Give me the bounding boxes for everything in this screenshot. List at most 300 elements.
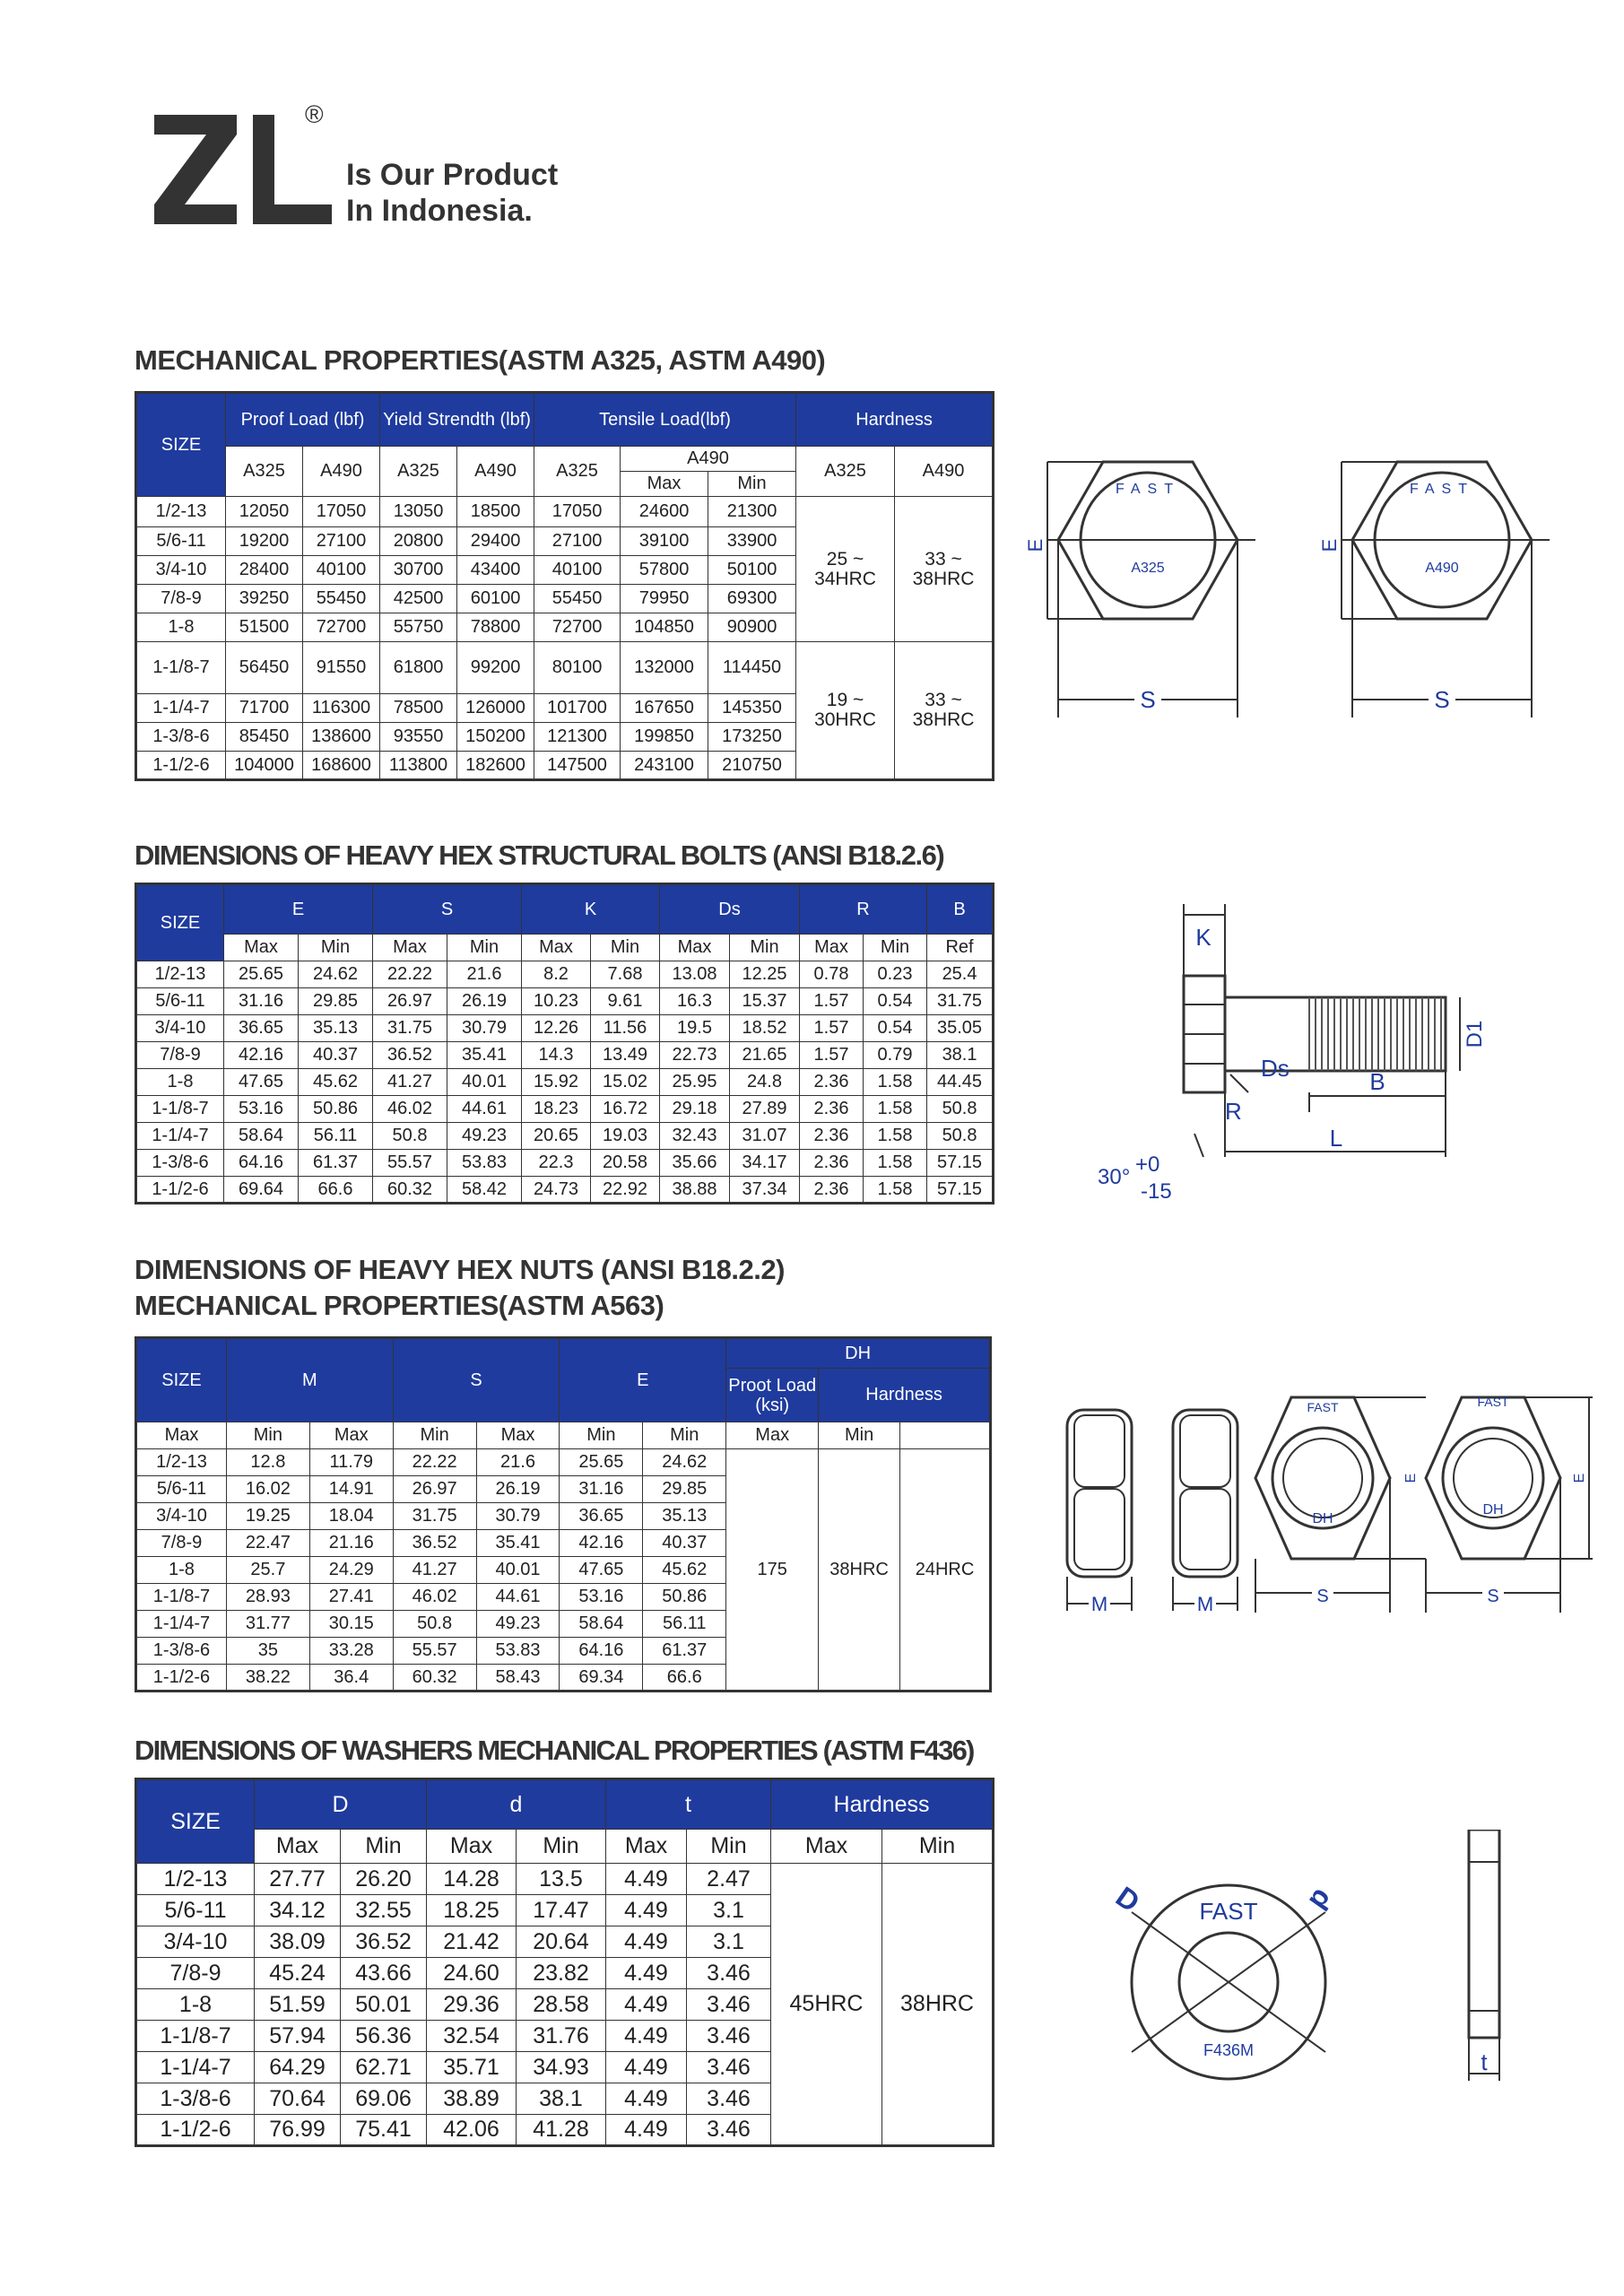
table-cell: 78500 bbox=[380, 694, 457, 723]
value-cell: 31.07 bbox=[730, 1123, 800, 1150]
value-cell: 31.16 bbox=[560, 1476, 643, 1503]
zl-logo bbox=[154, 115, 332, 224]
table-cell: Max bbox=[660, 935, 730, 961]
nut-diagram bbox=[1058, 1388, 1596, 1622]
table-cell: 182600 bbox=[457, 752, 534, 780]
size-cell: 1-8 bbox=[136, 1557, 227, 1584]
value-cell: 70.64 bbox=[255, 2083, 341, 2115]
label-tol-plus: +0 bbox=[1135, 1152, 1160, 1177]
table-cell: Min bbox=[517, 1830, 606, 1864]
value-cell: 53.83 bbox=[476, 1638, 560, 1665]
header-hardness: Hardness bbox=[771, 1779, 994, 1830]
bolt-head-a325-diagram bbox=[1022, 448, 1273, 735]
label-tol-minus: -15 bbox=[1141, 1179, 1172, 1204]
label-e: E bbox=[1403, 1473, 1419, 1483]
value-cell: 60.32 bbox=[373, 1177, 447, 1204]
value-cell: 1.58 bbox=[864, 1150, 927, 1177]
hardness-min-merged: 38HRC bbox=[882, 1864, 994, 2146]
value-cell: 16.3 bbox=[660, 988, 730, 1015]
label-l: L bbox=[1329, 1125, 1343, 1152]
value-cell: 29.36 bbox=[427, 1989, 517, 2021]
header-d-outer: D bbox=[255, 1779, 427, 1830]
value-cell: 11.79 bbox=[309, 1449, 393, 1476]
value-cell: 40.01 bbox=[447, 1069, 522, 1096]
size-cell: 1-8 bbox=[136, 1989, 255, 2021]
value-cell: 31.77 bbox=[226, 1611, 309, 1638]
size-cell: 1-1/2-6 bbox=[136, 1177, 224, 1204]
value-cell: 3.46 bbox=[687, 2052, 771, 2083]
value-cell: 0.54 bbox=[864, 988, 927, 1015]
size-cell: 1-3/8-6 bbox=[136, 1150, 224, 1177]
table-cell: 39100 bbox=[621, 527, 708, 556]
header-s: S bbox=[373, 884, 522, 935]
table-cell: Max bbox=[309, 1422, 393, 1449]
header-hardness: Hardness bbox=[796, 393, 994, 447]
hardness-a325-group2: 19 ~ 30HRC bbox=[796, 642, 895, 780]
size-cell: 7/8-9 bbox=[136, 1042, 224, 1069]
hardness-a490-group2: 33 ~ 38HRC bbox=[895, 642, 994, 780]
table-cell: Min bbox=[447, 935, 522, 961]
table-row bbox=[136, 1449, 991, 1476]
table-cell: 104000 bbox=[226, 752, 303, 780]
label-m: M bbox=[1090, 1593, 1108, 1615]
label-s: S bbox=[1140, 686, 1156, 713]
value-cell: 4.49 bbox=[606, 2115, 687, 2146]
hardness-max-merged: 38HRC bbox=[819, 1449, 900, 1692]
value-cell: 36.65 bbox=[560, 1503, 643, 1530]
size-cell: 5/6-11 bbox=[136, 988, 224, 1015]
value-cell: 64.16 bbox=[224, 1150, 299, 1177]
table-cell: 71700 bbox=[226, 694, 303, 723]
value-cell: 9.61 bbox=[591, 988, 660, 1015]
value-cell: 18.25 bbox=[427, 1895, 517, 1926]
table-cell: Min bbox=[341, 1830, 427, 1864]
value-cell: 22.22 bbox=[393, 1449, 476, 1476]
value-cell: 3.46 bbox=[687, 2083, 771, 2115]
table-cell: 72700 bbox=[303, 613, 380, 642]
value-cell: 40.37 bbox=[643, 1530, 726, 1557]
header-t: t bbox=[606, 1779, 771, 1830]
value-cell: 32.43 bbox=[660, 1123, 730, 1150]
header-d-inner: d bbox=[427, 1779, 606, 1830]
value-cell: 4.49 bbox=[606, 1864, 687, 1895]
table-cell: 17050 bbox=[303, 497, 380, 527]
value-cell: 10.23 bbox=[522, 988, 591, 1015]
fast-arc-text: FAST bbox=[1115, 482, 1181, 497]
header-size: SIZE bbox=[136, 1779, 255, 1864]
value-cell: 45.62 bbox=[299, 1069, 373, 1096]
value-cell: 20.64 bbox=[517, 1926, 606, 1958]
value-cell: 22.47 bbox=[226, 1530, 309, 1557]
value-cell: 1.58 bbox=[864, 1096, 927, 1123]
value-cell: 38.1 bbox=[927, 1042, 994, 1069]
value-cell: 34.17 bbox=[730, 1150, 800, 1177]
value-cell: 26.19 bbox=[476, 1476, 560, 1503]
header-e: E bbox=[560, 1338, 726, 1422]
header-tensile: Tensile Load(lbf) bbox=[534, 393, 796, 447]
value-cell: 28.93 bbox=[226, 1584, 309, 1611]
hardness-a325-group1: 25 ~ 34HRC bbox=[796, 497, 895, 642]
value-cell: 31.75 bbox=[373, 1015, 447, 1042]
value-cell: 64.29 bbox=[255, 2052, 341, 2083]
table-cell: 13050 bbox=[380, 497, 457, 527]
size-cell: 1-1/8-7 bbox=[136, 2021, 255, 2052]
table-cell: 1-1/4-7 bbox=[136, 694, 226, 723]
tagline-line1: Is Our Product bbox=[346, 158, 559, 192]
value-cell: 76.99 bbox=[255, 2115, 341, 2146]
table-cell: 56450 bbox=[226, 642, 303, 694]
value-cell: 42.16 bbox=[560, 1530, 643, 1557]
label-s: S bbox=[1434, 686, 1450, 713]
value-cell: 60.32 bbox=[393, 1665, 476, 1692]
value-cell: 24.62 bbox=[299, 961, 373, 988]
label-e: E bbox=[1318, 538, 1341, 552]
value-cell: 36.4 bbox=[309, 1665, 393, 1692]
table-cell: Max bbox=[606, 1830, 687, 1864]
value-cell: 14.28 bbox=[427, 1864, 517, 1895]
table-cell: 60100 bbox=[457, 585, 534, 613]
mechanical-properties-table bbox=[135, 391, 994, 781]
label-t: t bbox=[1481, 2048, 1488, 2075]
value-cell: 38.89 bbox=[427, 2083, 517, 2115]
value-cell: 0.79 bbox=[864, 1042, 927, 1069]
value-cell: 55.57 bbox=[373, 1150, 447, 1177]
table-cell: Min bbox=[687, 1830, 771, 1864]
value-cell: 35.41 bbox=[447, 1042, 522, 1069]
value-cell: 40.01 bbox=[476, 1557, 560, 1584]
value-cell: 25.7 bbox=[226, 1557, 309, 1584]
value-cell: 61.37 bbox=[299, 1150, 373, 1177]
value-cell: 50.8 bbox=[927, 1123, 994, 1150]
value-cell: 2.36 bbox=[800, 1150, 864, 1177]
proof-load-merged: 175 bbox=[726, 1449, 819, 1692]
washer-dimensions-table bbox=[135, 1778, 994, 2147]
size-cell: 1-8 bbox=[136, 1069, 224, 1096]
value-cell: 25.95 bbox=[660, 1069, 730, 1096]
value-cell: 16.72 bbox=[591, 1096, 660, 1123]
value-cell: 38.22 bbox=[226, 1665, 309, 1692]
sub-a325: A325 bbox=[796, 447, 895, 497]
table-cell: 90900 bbox=[708, 613, 796, 642]
table-cell: 1-3/8-6 bbox=[136, 723, 226, 752]
table-row bbox=[136, 988, 994, 1015]
label-dh: DH bbox=[1312, 1511, 1333, 1526]
header-k: K bbox=[522, 884, 660, 935]
table-cell: 210750 bbox=[708, 752, 796, 780]
value-cell: 3.1 bbox=[687, 1895, 771, 1926]
header-size: SIZE bbox=[136, 884, 224, 961]
value-cell: 38.09 bbox=[255, 1926, 341, 1958]
value-cell: 32.55 bbox=[341, 1895, 427, 1926]
value-cell: 44.61 bbox=[447, 1096, 522, 1123]
header-hardness: Hardness bbox=[819, 1369, 991, 1422]
table-cell: 1-1/8-7 bbox=[136, 642, 226, 694]
header-dh: DH bbox=[726, 1338, 991, 1369]
table-row bbox=[136, 1096, 994, 1123]
label-b: B bbox=[1369, 1068, 1385, 1095]
sub-a325: A325 bbox=[534, 447, 621, 497]
table-cell: 93550 bbox=[380, 723, 457, 752]
size-cell: 7/8-9 bbox=[136, 1530, 227, 1557]
brand-text: FAST bbox=[1477, 1395, 1509, 1409]
table-cell: 28400 bbox=[226, 556, 303, 585]
value-cell: 41.27 bbox=[373, 1069, 447, 1096]
brand-text: FAST bbox=[1307, 1400, 1339, 1414]
value-cell: 27.89 bbox=[730, 1096, 800, 1123]
table-cell: 78800 bbox=[457, 613, 534, 642]
table-cell: 113800 bbox=[380, 752, 457, 780]
value-cell: 3.46 bbox=[687, 1958, 771, 1989]
value-cell: 61.37 bbox=[643, 1638, 726, 1665]
header-r: R bbox=[800, 884, 927, 935]
table-cell: 167650 bbox=[621, 694, 708, 723]
value-cell: 19.03 bbox=[591, 1123, 660, 1150]
value-cell: 30.79 bbox=[476, 1503, 560, 1530]
value-cell: 19.25 bbox=[226, 1503, 309, 1530]
value-cell: 1.58 bbox=[864, 1069, 927, 1096]
value-cell: 50.01 bbox=[341, 1989, 427, 2021]
grade-a490: A490 bbox=[1425, 561, 1459, 576]
value-cell: 29.85 bbox=[643, 1476, 726, 1503]
header-yield: Yield Strendth (lbf) bbox=[380, 393, 534, 447]
value-cell: 47.65 bbox=[560, 1557, 643, 1584]
size-cell: 3/4-10 bbox=[136, 1015, 224, 1042]
value-cell: 21.65 bbox=[730, 1042, 800, 1069]
value-cell: 57.94 bbox=[255, 2021, 341, 2052]
size-cell: 1-1/8-7 bbox=[136, 1584, 227, 1611]
value-cell: 47.65 bbox=[224, 1069, 299, 1096]
value-cell: 22.73 bbox=[660, 1042, 730, 1069]
section4-title: DIMENSIONS OF WASHERS MECHANICAL PROPERTIES (ASTM F436) bbox=[135, 1735, 974, 1766]
value-cell: 66.6 bbox=[299, 1177, 373, 1204]
value-cell: 66.6 bbox=[643, 1665, 726, 1692]
table-cell: Max bbox=[771, 1830, 882, 1864]
value-cell: 25.4 bbox=[927, 961, 994, 988]
value-cell: 36.65 bbox=[224, 1015, 299, 1042]
table-cell: 12050 bbox=[226, 497, 303, 527]
value-cell: 57.15 bbox=[927, 1177, 994, 1204]
value-cell: 29.18 bbox=[660, 1096, 730, 1123]
label-d-outer: D bbox=[1109, 1880, 1146, 1918]
table-cell: 42500 bbox=[380, 585, 457, 613]
value-cell: 38.1 bbox=[517, 2083, 606, 2115]
value-cell: 35.66 bbox=[660, 1150, 730, 1177]
value-cell: 51.59 bbox=[255, 1989, 341, 2021]
value-cell: 21.42 bbox=[427, 1926, 517, 1958]
table-cell: 1-8 bbox=[136, 613, 226, 642]
tagline-line2: In Indonesia. bbox=[346, 194, 533, 228]
hardness-min-merged: 24HRC bbox=[900, 1449, 991, 1692]
value-cell: 7.68 bbox=[591, 961, 660, 988]
table-cell: Ref bbox=[927, 935, 994, 961]
table-cell: Min bbox=[591, 935, 660, 961]
table-cell: 1-1/2-6 bbox=[136, 752, 226, 780]
table-cell: 33900 bbox=[708, 527, 796, 556]
header-size: SIZE bbox=[136, 393, 226, 497]
value-cell: 22.22 bbox=[373, 961, 447, 988]
label-r: R bbox=[1225, 1098, 1242, 1125]
value-cell: 20.58 bbox=[591, 1150, 660, 1177]
registered-mark: ® bbox=[305, 100, 324, 128]
table-cell: Min bbox=[226, 1422, 309, 1449]
table-cell: 85450 bbox=[226, 723, 303, 752]
value-cell: 22.3 bbox=[522, 1150, 591, 1177]
table-cell: 17050 bbox=[534, 497, 621, 527]
table-row bbox=[136, 1864, 994, 1895]
value-cell: 16.02 bbox=[226, 1476, 309, 1503]
label-m: M bbox=[1196, 1593, 1214, 1615]
table-cell: 55450 bbox=[303, 585, 380, 613]
label-s: S bbox=[1316, 1587, 1329, 1606]
value-cell: 29.85 bbox=[299, 988, 373, 1015]
value-cell: 55.57 bbox=[393, 1638, 476, 1665]
size-cell: 1-1/2-6 bbox=[136, 1665, 227, 1692]
header-e: E bbox=[224, 884, 373, 935]
value-cell: 12.26 bbox=[522, 1015, 591, 1042]
value-cell: 49.23 bbox=[476, 1611, 560, 1638]
value-cell: 1.57 bbox=[800, 988, 864, 1015]
table-row bbox=[136, 1069, 994, 1096]
header-proof-load: Proof Load (lbf) bbox=[226, 393, 380, 447]
section3-title-line2: MECHANICAL PROPERTIES(ASTM A563) bbox=[135, 1290, 664, 1321]
value-cell: 45.62 bbox=[643, 1557, 726, 1584]
sub-a490: A490 bbox=[457, 447, 534, 497]
sub-a325: A325 bbox=[226, 447, 303, 497]
header-s: S bbox=[393, 1338, 560, 1422]
value-cell: 35.41 bbox=[476, 1530, 560, 1557]
value-cell: 13.5 bbox=[517, 1864, 606, 1895]
section1-title: MECHANICAL PROPERTIES(ASTM A325, ASTM A490) bbox=[135, 344, 826, 376]
label-dh: DH bbox=[1482, 1502, 1504, 1518]
table-cell: 40100 bbox=[303, 556, 380, 585]
value-cell: 56.11 bbox=[299, 1123, 373, 1150]
table-cell: Max bbox=[255, 1830, 341, 1864]
table-cell: Max bbox=[427, 1830, 517, 1864]
table-cell: 168600 bbox=[303, 752, 380, 780]
value-cell: 11.56 bbox=[591, 1015, 660, 1042]
value-cell: 35 bbox=[226, 1638, 309, 1665]
value-cell: 46.02 bbox=[393, 1584, 476, 1611]
table-cell: 173250 bbox=[708, 723, 796, 752]
table-cell: Min bbox=[864, 935, 927, 961]
section2-title: DIMENSIONS OF HEAVY HEX STRUCTURAL BOLTS (ANSI B18.2.6) bbox=[135, 839, 944, 871]
value-cell: 30.15 bbox=[309, 1611, 393, 1638]
value-cell: 31.16 bbox=[224, 988, 299, 1015]
value-cell: 35.13 bbox=[643, 1503, 726, 1530]
value-cell: 53.16 bbox=[224, 1096, 299, 1123]
table-cell: 126000 bbox=[457, 694, 534, 723]
table-cell: 99200 bbox=[457, 642, 534, 694]
table-cell: Max bbox=[476, 1422, 560, 1449]
table-cell: 5/6-11 bbox=[136, 527, 226, 556]
value-cell: 18.23 bbox=[522, 1096, 591, 1123]
table-cell: Max bbox=[726, 1422, 819, 1449]
label-k: K bbox=[1195, 924, 1211, 951]
size-cell: 3/4-10 bbox=[136, 1503, 227, 1530]
bolt-dimensions-table bbox=[135, 883, 994, 1205]
size-cell: 1/2-13 bbox=[136, 961, 224, 988]
value-cell: 18.04 bbox=[309, 1503, 393, 1530]
value-cell: 20.65 bbox=[522, 1123, 591, 1150]
sub-min: Min bbox=[708, 472, 796, 497]
size-cell: 1-1/4-7 bbox=[136, 1123, 224, 1150]
value-cell: 31.76 bbox=[517, 2021, 606, 2052]
value-cell: 58.64 bbox=[224, 1123, 299, 1150]
value-cell: 2.36 bbox=[800, 1177, 864, 1204]
value-cell: 69.34 bbox=[560, 1665, 643, 1692]
sub-a490: A490 bbox=[621, 447, 796, 472]
value-cell: 25.65 bbox=[224, 961, 299, 988]
value-cell: 26.20 bbox=[341, 1864, 427, 1895]
value-cell: 2.47 bbox=[687, 1864, 771, 1895]
size-cell: 1-3/8-6 bbox=[136, 1638, 227, 1665]
table-cell: 57800 bbox=[621, 556, 708, 585]
value-cell: 40.37 bbox=[299, 1042, 373, 1069]
bolt-side-diagram bbox=[1094, 897, 1507, 1220]
value-cell: 3.46 bbox=[687, 2115, 771, 2146]
table-cell: 50100 bbox=[708, 556, 796, 585]
value-cell: 4.49 bbox=[606, 1895, 687, 1926]
table-cell: Max bbox=[800, 935, 864, 961]
value-cell: 19.5 bbox=[660, 1015, 730, 1042]
value-cell: 36.52 bbox=[373, 1042, 447, 1069]
table-cell: 104850 bbox=[621, 613, 708, 642]
size-cell: 5/6-11 bbox=[136, 1476, 227, 1503]
label-ds: Ds bbox=[1261, 1055, 1290, 1082]
value-cell: 2.36 bbox=[800, 1069, 864, 1096]
value-cell: 37.34 bbox=[730, 1177, 800, 1204]
value-cell: 50.8 bbox=[373, 1123, 447, 1150]
fast-arc-text: FAST bbox=[1409, 482, 1475, 497]
value-cell: 24.8 bbox=[730, 1069, 800, 1096]
table-cell: 199850 bbox=[621, 723, 708, 752]
table-cell: Min bbox=[819, 1422, 900, 1449]
table-row bbox=[136, 642, 994, 694]
value-cell: 44.61 bbox=[476, 1584, 560, 1611]
grade-a325: A325 bbox=[1131, 561, 1165, 576]
value-cell: 4.49 bbox=[606, 2021, 687, 2052]
value-cell: 31.75 bbox=[927, 988, 994, 1015]
header-proof-load: Proot Load (ksi) bbox=[726, 1369, 819, 1422]
size-cell: 5/6-11 bbox=[136, 1895, 255, 1926]
value-cell: 4.49 bbox=[606, 1926, 687, 1958]
sub-a490: A490 bbox=[303, 447, 380, 497]
table-row bbox=[136, 1177, 994, 1204]
value-cell: 57.15 bbox=[927, 1150, 994, 1177]
table-cell: 61800 bbox=[380, 642, 457, 694]
value-cell: 53.83 bbox=[447, 1150, 522, 1177]
value-cell: 58.64 bbox=[560, 1611, 643, 1638]
size-cell: 1/2-13 bbox=[136, 1449, 227, 1476]
brand-text: FAST bbox=[1199, 1898, 1258, 1925]
value-cell: 38.88 bbox=[660, 1177, 730, 1204]
value-cell: 56.11 bbox=[643, 1611, 726, 1638]
hardness-max-merged: 45HRC bbox=[771, 1864, 882, 2146]
value-cell: 15.92 bbox=[522, 1069, 591, 1096]
table-cell: 1/2-13 bbox=[136, 497, 226, 527]
value-cell: 13.08 bbox=[660, 961, 730, 988]
table-cell: 40100 bbox=[534, 556, 621, 585]
label-angle: 30° bbox=[1098, 1165, 1131, 1189]
value-cell: 26.19 bbox=[447, 988, 522, 1015]
value-cell: 58.42 bbox=[447, 1177, 522, 1204]
value-cell: 21.16 bbox=[309, 1530, 393, 1557]
value-cell: 31.75 bbox=[393, 1503, 476, 1530]
value-cell: 14.3 bbox=[522, 1042, 591, 1069]
table-cell: 30700 bbox=[380, 556, 457, 585]
table-cell: 20800 bbox=[380, 527, 457, 556]
header-size: SIZE bbox=[136, 1338, 227, 1422]
